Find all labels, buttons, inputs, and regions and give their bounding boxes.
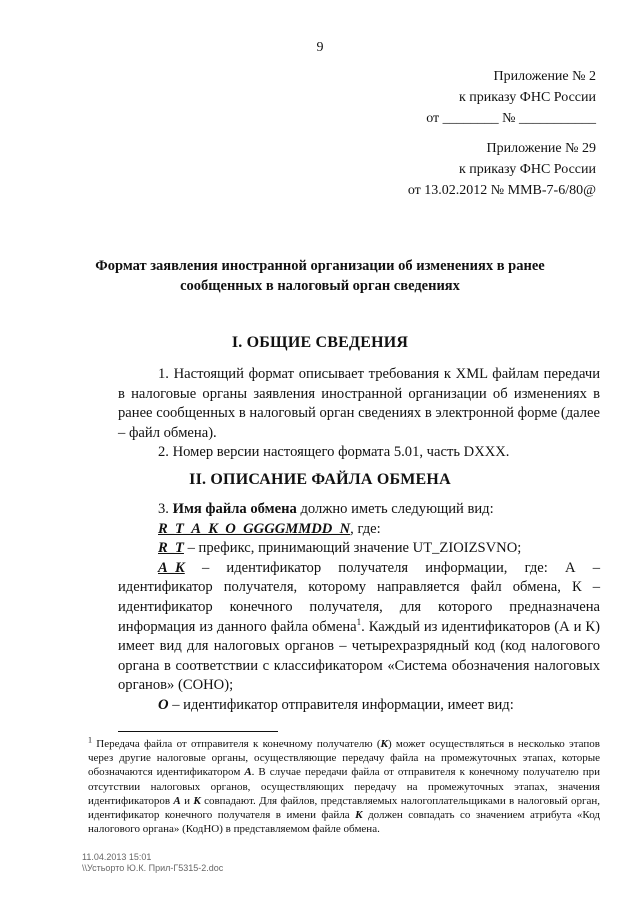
ak-text-2: . Каждый из идентификаторов (А и К) имеет вид для налоговых органов – четырехразрядный код (код налогового органа в соответствии с классификатором «Система обозначения налоговых органов» (СОНО); [118,618,600,694]
footnote-text-2: ) может осуществляться в несколько этапов через другие налоговые органы, осуществляющие передачу файла на промежуточных этапах, которые обозначаются идентификатором [88,738,600,779]
print-metadata [82,852,223,874]
print-filepath: \\Устьорто Ю.К. Прил-Г5315-2.doc [82,863,224,873]
paragraph-2: 2. Номер версии настоящего формата 5.01, часть DXXX. [158,444,510,461]
footnote-divider [118,731,278,732]
filename-pattern-line [118,520,600,540]
appendix-original-line2: к приказу ФНС России [458,162,596,177]
section1-body [118,365,600,463]
filename-term: Имя файла обмена [172,501,297,517]
footnote-text-1: Передача файла от отправителя к конечному получателю ( [92,738,381,750]
appendix-current-line1: Приложение № 2 [493,69,596,84]
document-title-line1: Формат заявления иностранной организации об изменениях в ранее [95,258,545,274]
filename-pattern-suffix: , где: [350,520,381,537]
paragraph-3 [118,500,600,520]
ak-code: A_K [158,559,185,576]
rt-code: R_T [158,540,184,557]
filename-pattern: R_T_A_K_O_GGGGMMDD_N [158,520,351,537]
footnote-text-5: совпадают. Для файлов, представляемых налогоплательщиками в налоговый орган, идентификатор конечного получателя в имени файла [88,794,600,822]
o-text: – идентификатор отправителя информации, имеет вид: [168,696,514,713]
appendix-original-line3: от 13.02.2012 № ММВ-7-6/80@ [407,183,596,198]
footnote-mark: 1 [88,735,92,745]
footnote-a-2: А [173,794,181,807]
document-title-line2: сообщенных в налоговый орган сведениях [180,278,460,294]
paragraph-3-number: 3. [158,501,173,517]
paragraph-3-text: должно иметь следующий вид: [296,501,494,517]
footnote-k-2: К [193,794,201,807]
ak-definition [118,559,600,696]
page-number: 9 [316,40,324,55]
document-title [95,256,545,296]
o-code: O [158,696,169,713]
footnote-text-3: . В случае передачи файла от отправителя к конечному получателю при отсутствии налоговых органов, осуществляющих передачу на промежуточных этапах, значения идентификаторов [88,766,600,807]
paragraph-1: 1. Настоящий формат описывает требования к XML файлам передачи в налоговые органы заявления иностранной организации об изменениях в ранее сообщенных в налоговый орган сведениях в электронной форме (далее – файл обмена). [118,366,600,441]
appendix-current-block [426,66,596,129]
o-definition [118,696,600,716]
footnote-a-1: А [244,766,252,779]
rt-text: – префикс, принимающий значение UT_ZIOIZSVNO; [183,540,522,557]
footnote-k-1: К [380,738,388,750]
footnote-text-6: должен совпадать со значением атрибута «Код налогового органа» (КодНО) в представляемом файле обмена. [88,809,600,836]
ak-text-1: – идентификатор получателя информации, где: А – идентификатор получателя, которому направляется файл обмена, К – идентификатор конечного получателя, для которого предназначена информация из данного файла обмена [118,559,600,635]
appendix-current-line3: от ________ № ___________ [426,111,596,126]
rt-definition [118,539,600,559]
appendix-original-line1: Приложение № 29 [486,141,596,156]
footnote-k-3: К [355,809,363,822]
appendix-original-block [408,138,596,201]
section2-body [118,500,600,716]
appendix-current-line2: к приказу ФНС России [458,90,596,105]
footnote-ref: 1 [356,616,362,627]
footnote-text-4: и [180,794,194,807]
section2-heading: II. ОПИСАНИЕ ФАЙЛА ОБМЕНА [189,471,451,488]
footnote [88,737,600,836]
section1-heading: I. ОБЩИЕ СВЕДЕНИЯ [231,334,409,351]
print-timestamp: 11.04.2013 15:01 [82,852,152,862]
